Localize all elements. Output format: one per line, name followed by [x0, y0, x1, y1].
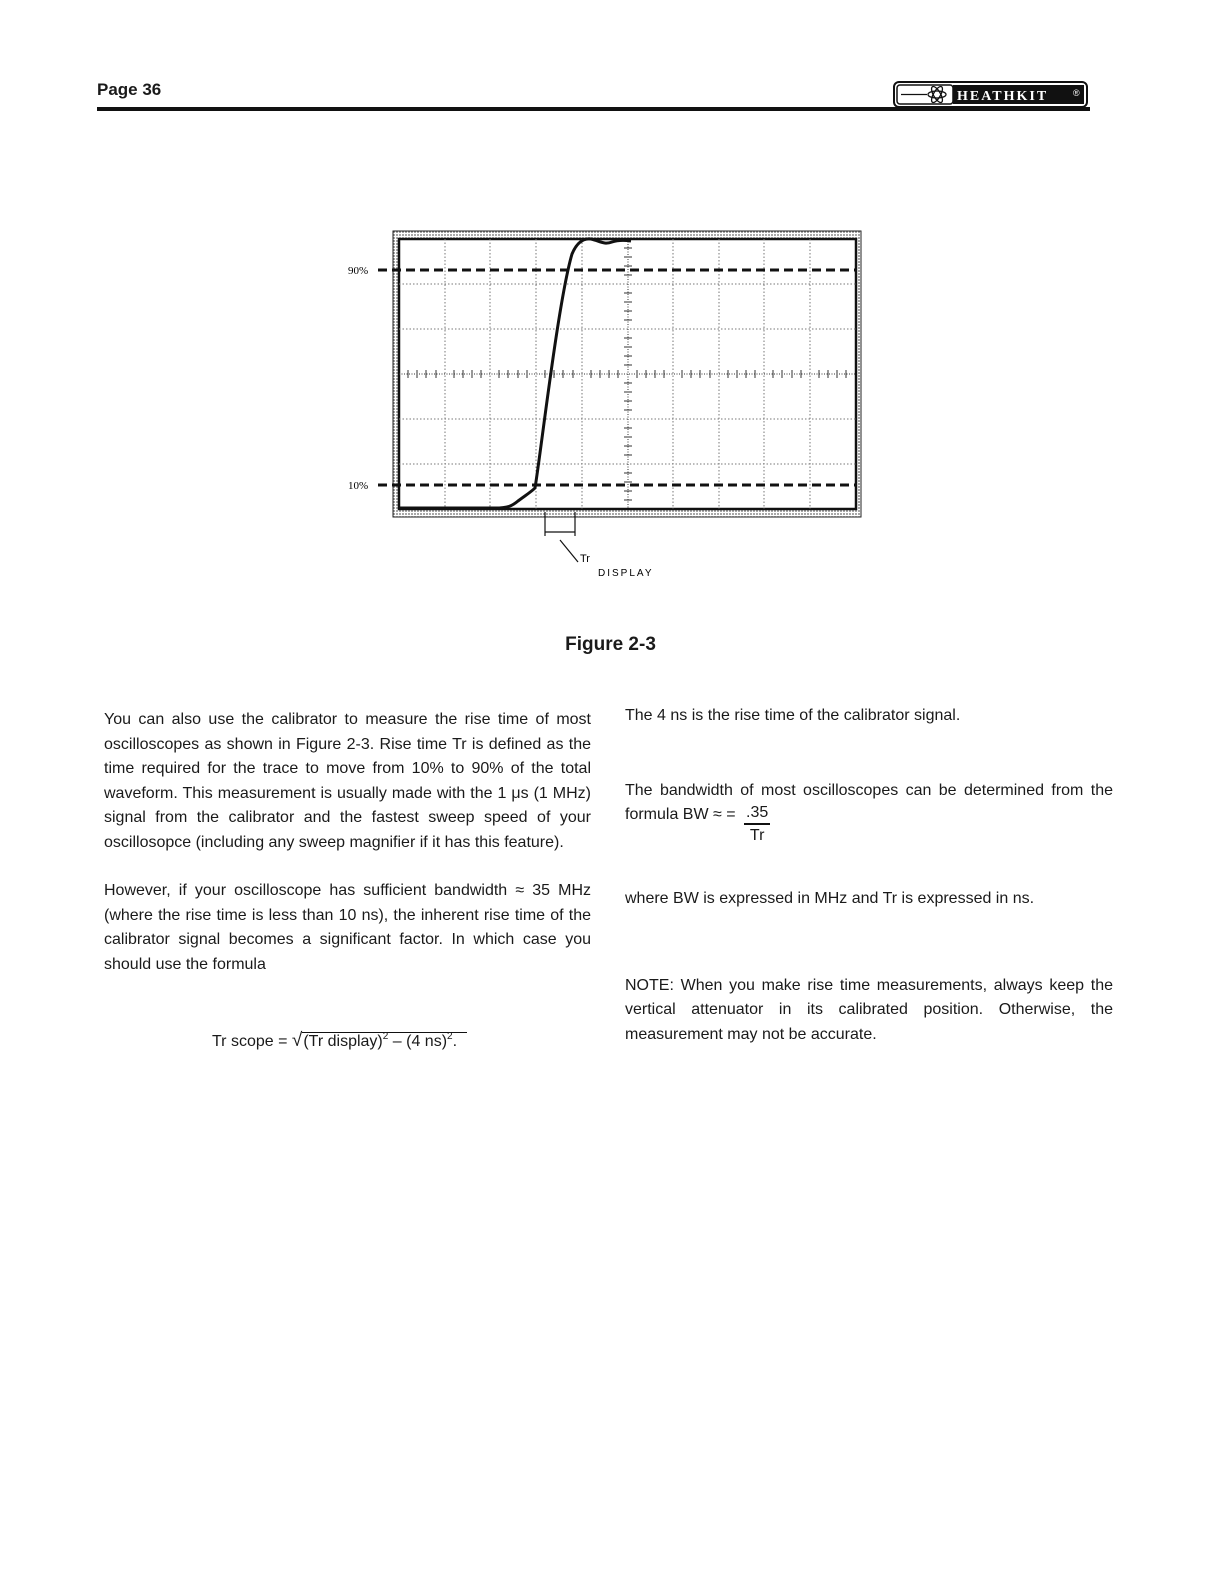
left-column	[104, 708, 591, 977]
label-10-percent: 10%	[348, 480, 369, 492]
display-label: DISPLAY	[598, 568, 654, 579]
paragraph-bandwidth: However, if your oscilloscope has sufficient bandwidth ≈ 35 MHz (where the rise time is less than 10 ns), the inherent rise time of the calibrator signal becomes a significant factor. In which case you should use the formula	[104, 882, 591, 973]
bw-formula-text: The bandwidth of most oscilloscopes can be determined from the formula BW ≈ =	[625, 781, 1113, 823]
radical-sign: √	[291, 1030, 303, 1051]
tr-label: Tr	[580, 553, 590, 565]
paragraph-units: where BW is expressed in MHz and Tr is expressed in ns.	[625, 890, 1035, 907]
paragraph-bw-formula	[625, 779, 1113, 848]
rise-time-figure	[330, 222, 890, 592]
heathkit-logo	[893, 81, 1088, 108]
note-paragraph: NOTE: When you make rise time measurements, always keep the vertical attenuator in its calibrated position. Otherwise, the measurement may not be accurate.	[625, 976, 1113, 1043]
label-90-percent: 90%	[348, 265, 369, 277]
formula-exponent-2: 2	[447, 1031, 453, 1042]
formula-minus: –	[392, 1033, 402, 1050]
bw-denominator: Tr	[749, 827, 765, 844]
page-number: Page 36	[97, 80, 162, 99]
formula-term-display: (Tr display)	[303, 1033, 383, 1050]
formula-term-4ns: (4 ns)	[406, 1033, 448, 1050]
header-rule	[97, 107, 1090, 111]
bw-fraction	[744, 803, 770, 847]
figure-caption: Figure 2-3	[565, 634, 656, 655]
rise-time-formula	[212, 1030, 467, 1052]
formula-lhs: Tr scope =	[212, 1033, 288, 1050]
right-column	[625, 704, 1113, 1047]
brand-name: HEATHKIT	[957, 89, 1049, 104]
registered-mark: ®	[1073, 88, 1080, 98]
bw-numerator: .35	[744, 803, 770, 825]
radicand	[302, 1032, 467, 1050]
paragraph-rise-time: You can also use the calibrator to measure the rise time of most oscilloscopes as shown in Figure 2-3. Rise time Tr is defined as the time required for the trace to move from 10% to 90% of the total waveform. This measurement is usually made with the 1 μs (1 MHz) signal from the calibrator and the fastest sweep speed of your oscillosopce (including any sweep magnifier if it has this feature).	[104, 711, 591, 851]
formula-exponent-1: 2	[382, 1031, 389, 1042]
paragraph-4ns: The 4 ns is the rise time of the calibrator signal.	[625, 707, 961, 724]
formula-end: .	[452, 1033, 458, 1050]
